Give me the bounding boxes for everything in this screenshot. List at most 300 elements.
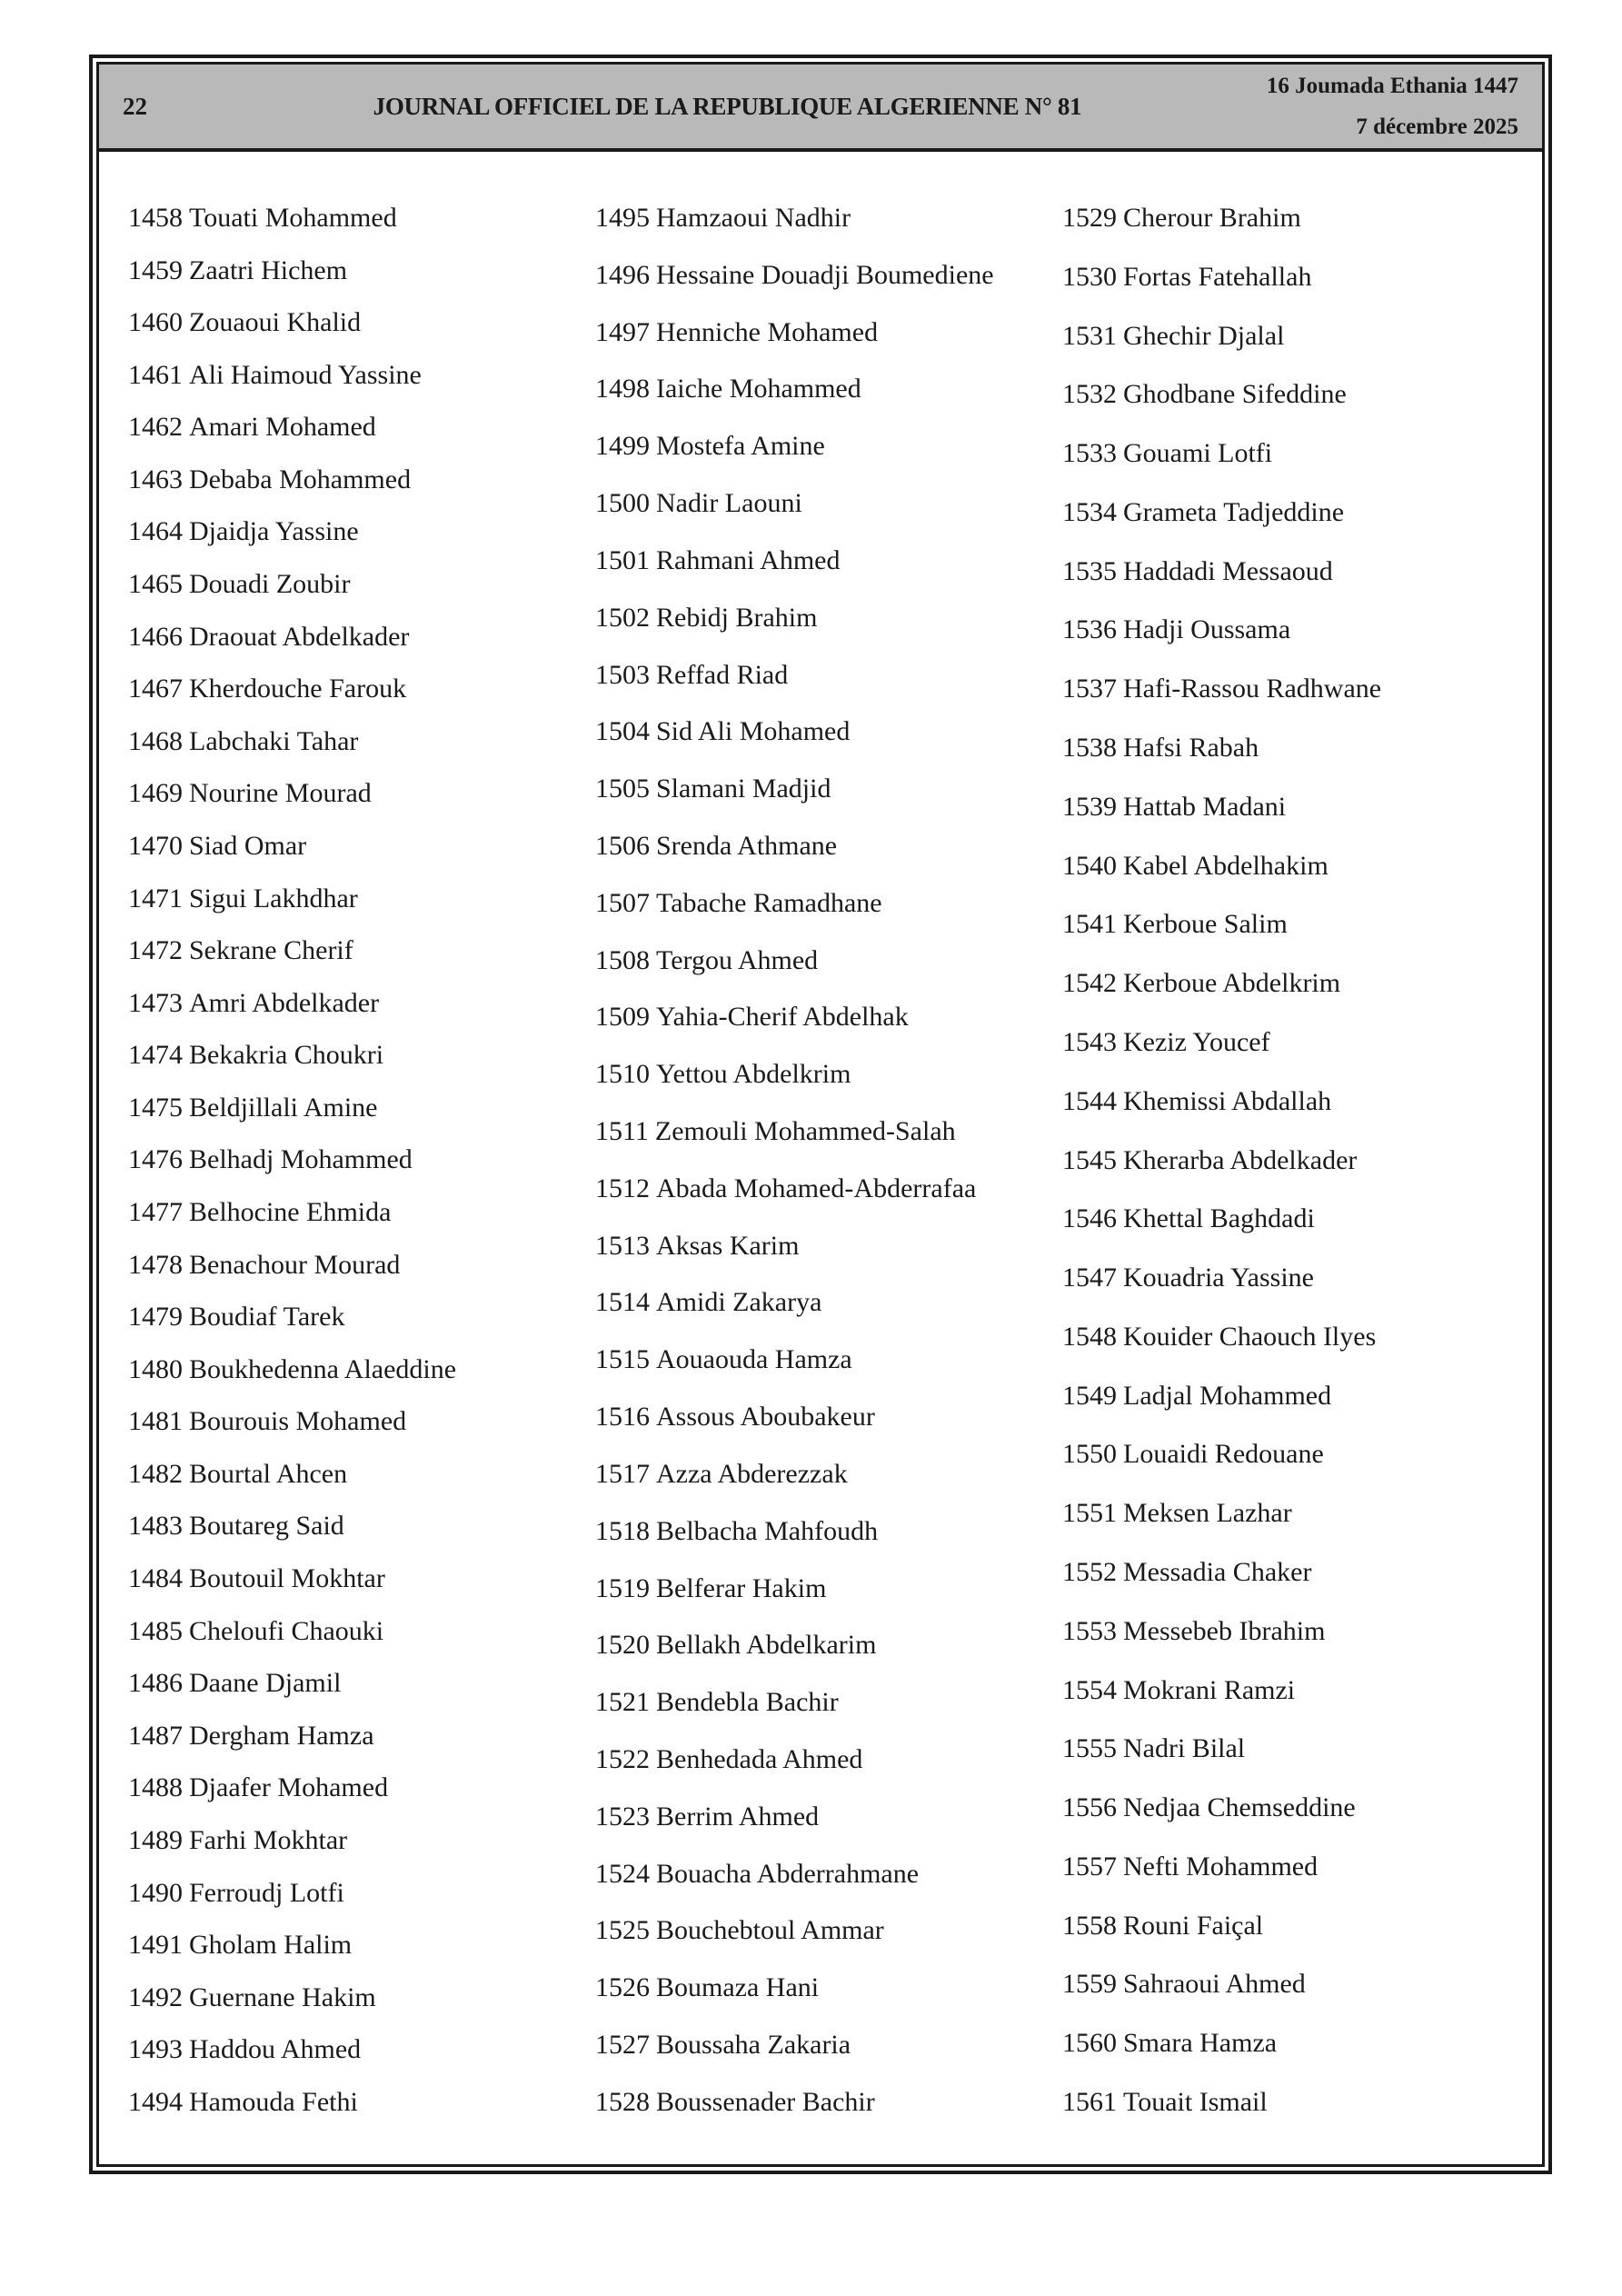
list-item bbox=[128, 1721, 595, 1751]
entry-name: Amari Mohamed bbox=[189, 412, 376, 443]
entry-name: Hafi-Rassou Radhwane bbox=[1123, 674, 1382, 704]
entry-number: 1553 bbox=[1062, 1615, 1117, 1646]
list-item bbox=[595, 1516, 1062, 1546]
entry-name: Boussaha Zakaria bbox=[656, 2030, 851, 2060]
entry-number: 1473 bbox=[128, 987, 183, 1018]
list-item bbox=[128, 1354, 595, 1384]
entry-name: Smara Hamza bbox=[1123, 2028, 1278, 2059]
entry-name: Kherarba Abdelkader bbox=[1123, 1144, 1358, 1175]
list-item bbox=[1062, 1969, 1529, 1999]
entry-number: 1471 bbox=[128, 883, 183, 913]
entry-name: Khemissi Abdallah bbox=[1123, 1085, 1332, 1116]
entry-name: Mostefa Amine bbox=[656, 431, 825, 462]
entry-name: Kerboue Abdelkrim bbox=[1123, 968, 1341, 999]
entry-name: Grameta Tadjeddine bbox=[1123, 496, 1345, 527]
list-item bbox=[595, 660, 1062, 690]
name-column-2 bbox=[595, 203, 1062, 2117]
list-item bbox=[1062, 1852, 1529, 1882]
list-item bbox=[128, 622, 595, 652]
entry-number: 1477 bbox=[128, 1196, 183, 1227]
entry-name: Hessaine Douadji Boumediene bbox=[656, 259, 994, 290]
entry-name: Nadri Bilal bbox=[1123, 1733, 1246, 1764]
list-item bbox=[128, 1406, 595, 1436]
entry-name: Zaatri Hichem bbox=[189, 255, 348, 285]
entry-number: 1517 bbox=[595, 1458, 650, 1489]
list-item bbox=[1062, 1675, 1529, 1705]
list-item bbox=[1062, 1733, 1529, 1763]
list-item bbox=[595, 1972, 1062, 2002]
entry-name: Farhi Mokhtar bbox=[189, 1824, 348, 1855]
list-item bbox=[128, 307, 595, 337]
entry-number: 1492 bbox=[128, 1982, 183, 2012]
entry-number: 1484 bbox=[128, 1563, 183, 1594]
entry-number: 1523 bbox=[595, 1801, 650, 1832]
entry-number: 1554 bbox=[1062, 1674, 1117, 1705]
entry-name: Bouchebtoul Ammar bbox=[656, 1915, 884, 1946]
entry-number: 1481 bbox=[128, 1406, 183, 1437]
entry-number: 1504 bbox=[595, 716, 650, 747]
list-item bbox=[1062, 379, 1529, 409]
entry-name: Sekrane Cherif bbox=[189, 935, 353, 966]
list-item bbox=[1062, 733, 1529, 763]
list-item bbox=[1062, 851, 1529, 881]
entry-number: 1556 bbox=[1062, 1792, 1117, 1823]
entry-number: 1464 bbox=[128, 516, 183, 547]
list-item bbox=[128, 883, 595, 913]
list-item bbox=[1062, 1203, 1529, 1233]
list-item bbox=[1062, 792, 1529, 822]
name-column-1 bbox=[128, 203, 595, 2117]
entry-number: 1539 bbox=[1062, 791, 1117, 822]
entry-number: 1475 bbox=[128, 1092, 183, 1123]
list-item bbox=[128, 1040, 595, 1070]
entry-number: 1527 bbox=[595, 2030, 650, 2060]
entry-name: Berrim Ahmed bbox=[656, 1801, 820, 1832]
list-item bbox=[595, 374, 1062, 404]
entry-number: 1531 bbox=[1062, 320, 1117, 351]
entry-number: 1479 bbox=[128, 1302, 183, 1333]
entry-number: 1461 bbox=[128, 359, 183, 390]
entry-name: Gholam Halim bbox=[189, 1930, 353, 1961]
entry-number: 1508 bbox=[595, 944, 650, 975]
issue-dates bbox=[1214, 65, 1518, 147]
list-item bbox=[595, 1002, 1062, 1032]
entry-number: 1483 bbox=[128, 1511, 183, 1542]
entry-name: Ladjal Mohammed bbox=[1123, 1380, 1332, 1411]
entry-number: 1474 bbox=[128, 1040, 183, 1071]
entry-name: Ali Haimoud Yassine bbox=[189, 359, 422, 390]
list-item bbox=[595, 1915, 1062, 1945]
list-item bbox=[1062, 968, 1529, 998]
entry-number: 1536 bbox=[1062, 614, 1117, 645]
list-item bbox=[128, 2034, 595, 2064]
entry-number: 1535 bbox=[1062, 555, 1117, 586]
entry-number: 1522 bbox=[595, 1743, 650, 1774]
entry-name: Haddadi Messaoud bbox=[1123, 555, 1333, 586]
entry-name: Boussenader Bachir bbox=[656, 2086, 875, 2117]
list-item bbox=[128, 203, 595, 233]
entry-number: 1468 bbox=[128, 725, 183, 756]
entry-number: 1511 bbox=[595, 1116, 649, 1146]
entry-name: Assous Aboubakeur bbox=[656, 1402, 875, 1433]
entry-name: Khettal Baghdadi bbox=[1123, 1203, 1315, 1234]
entry-name: Kouider Chaouch Ilyes bbox=[1123, 1321, 1377, 1352]
entry-number: 1544 bbox=[1062, 1085, 1117, 1116]
entry-number: 1482 bbox=[128, 1458, 183, 1489]
entry-name: Boumaza Hani bbox=[656, 1972, 820, 2003]
entry-number: 1529 bbox=[1062, 203, 1117, 233]
list-item bbox=[1062, 1145, 1529, 1175]
entry-name: Meksen Lazhar bbox=[1123, 1498, 1292, 1529]
entry-number: 1521 bbox=[595, 1687, 650, 1718]
list-item bbox=[128, 935, 595, 965]
entry-name: Belhadj Mohammed bbox=[189, 1144, 413, 1175]
entry-number: 1487 bbox=[128, 1720, 183, 1751]
list-item bbox=[128, 1930, 595, 1960]
entry-number: 1543 bbox=[1062, 1026, 1117, 1057]
list-item bbox=[595, 716, 1062, 746]
entry-name: Touati Mohammed bbox=[189, 203, 397, 233]
entry-name: Tergou Ahmed bbox=[656, 944, 819, 975]
list-item bbox=[595, 1344, 1062, 1374]
list-item bbox=[128, 1982, 595, 2012]
list-item bbox=[595, 1630, 1062, 1660]
entry-number: 1509 bbox=[595, 1002, 650, 1033]
list-item bbox=[1062, 438, 1529, 468]
entry-number: 1507 bbox=[595, 887, 650, 918]
list-item bbox=[128, 255, 595, 285]
entry-number: 1496 bbox=[595, 259, 650, 290]
entry-name: Hattab Madani bbox=[1123, 791, 1287, 822]
list-item bbox=[128, 1250, 595, 1280]
list-item bbox=[1062, 1557, 1529, 1587]
entry-name: Amidi Zakarya bbox=[656, 1287, 822, 1318]
entry-name: Ghodbane Sifeddine bbox=[1123, 379, 1347, 410]
entry-name: Hafsi Rabah bbox=[1123, 733, 1259, 764]
entry-number: 1478 bbox=[128, 1249, 183, 1280]
entry-number: 1497 bbox=[595, 316, 650, 347]
entry-name: Mokrani Ramzi bbox=[1123, 1674, 1296, 1705]
list-item bbox=[1062, 2028, 1529, 2058]
entry-name: Belhocine Ehmida bbox=[189, 1196, 392, 1227]
list-item bbox=[128, 1459, 595, 1489]
list-item bbox=[1062, 674, 1529, 704]
list-item bbox=[1062, 1911, 1529, 1941]
list-item bbox=[595, 1744, 1062, 1774]
entry-name: Abada Mohamed-Abderrafaa bbox=[656, 1173, 977, 1203]
list-item bbox=[595, 945, 1062, 975]
entry-name: Yettou Abdelkrim bbox=[656, 1059, 851, 1090]
date-gregorian: 7 décembre 2025 bbox=[1356, 115, 1518, 139]
page-frame-inner bbox=[96, 62, 1545, 2167]
entry-number: 1547 bbox=[1062, 1263, 1117, 1293]
entry-name: Srenda Athmane bbox=[656, 830, 838, 861]
list-item bbox=[1062, 1322, 1529, 1352]
entry-name: Zemouli Mohammed-Salah bbox=[654, 1116, 956, 1146]
entry-number: 1500 bbox=[595, 488, 650, 519]
list-item bbox=[128, 1772, 595, 1802]
entry-number: 1538 bbox=[1062, 733, 1117, 764]
page-number: 22 bbox=[123, 92, 147, 120]
list-item bbox=[595, 260, 1062, 290]
entry-number: 1459 bbox=[128, 255, 183, 285]
entry-name: Cheloufi Chaouki bbox=[189, 1615, 384, 1646]
entry-name: Sigui Lakhdhar bbox=[189, 883, 358, 913]
entry-name: Henniche Mohamed bbox=[656, 316, 879, 347]
entry-name: Fortas Fatehallah bbox=[1123, 261, 1312, 292]
entry-number: 1542 bbox=[1062, 968, 1117, 999]
entry-name: Draouat Abdelkader bbox=[189, 621, 410, 652]
entry-number: 1532 bbox=[1062, 379, 1117, 410]
list-item bbox=[128, 1144, 595, 1174]
entry-name: Belbacha Mahfoudh bbox=[656, 1515, 879, 1546]
entry-number: 1525 bbox=[595, 1915, 650, 1946]
entry-name: Ghechir Djalal bbox=[1123, 320, 1285, 351]
list-item bbox=[595, 203, 1062, 233]
entry-name: Boudiaf Tarek bbox=[189, 1302, 345, 1333]
list-item bbox=[595, 1687, 1062, 1717]
name-column-3 bbox=[1062, 203, 1529, 2117]
entry-number: 1460 bbox=[128, 307, 183, 338]
list-item bbox=[595, 774, 1062, 804]
entry-name: Amri Abdelkader bbox=[189, 987, 380, 1018]
list-item bbox=[595, 1173, 1062, 1203]
entry-name: Bendebla Bachir bbox=[656, 1687, 839, 1718]
entry-number: 1491 bbox=[128, 1930, 183, 1961]
list-item bbox=[128, 778, 595, 808]
list-item bbox=[595, 831, 1062, 861]
list-item bbox=[128, 1668, 595, 1698]
entry-number: 1546 bbox=[1062, 1203, 1117, 1234]
list-item bbox=[1062, 909, 1529, 939]
list-item bbox=[1062, 1027, 1529, 1057]
entry-number: 1520 bbox=[595, 1630, 650, 1661]
list-item bbox=[128, 1093, 595, 1123]
entry-number: 1540 bbox=[1062, 850, 1117, 881]
list-item bbox=[128, 831, 595, 861]
entry-number: 1486 bbox=[128, 1668, 183, 1699]
names-list bbox=[99, 152, 1542, 2164]
list-item bbox=[1062, 1263, 1529, 1293]
entry-name: Kerboue Salim bbox=[1123, 909, 1288, 940]
list-item bbox=[128, 2087, 595, 2117]
entry-number: 1561 bbox=[1062, 2087, 1117, 2117]
journal-title: JOURNAL OFFICIEL DE LA REPUBLIQUE ALGERIENNE N° 81 bbox=[373, 92, 1082, 120]
entry-name: Slamani Madjid bbox=[656, 774, 831, 804]
entry-name: Nefti Mohammed bbox=[1123, 1851, 1318, 1882]
entry-name: Beldjillali Amine bbox=[189, 1092, 378, 1123]
entry-number: 1518 bbox=[595, 1515, 650, 1546]
entry-name: Benachour Mourad bbox=[189, 1249, 401, 1280]
entry-name: Sid Ali Mohamed bbox=[656, 716, 851, 747]
entry-number: 1467 bbox=[128, 674, 183, 704]
page-frame bbox=[89, 55, 1552, 2174]
entry-number: 1505 bbox=[595, 774, 650, 804]
entry-number: 1537 bbox=[1062, 674, 1117, 704]
entry-number: 1510 bbox=[595, 1059, 650, 1090]
entry-name: Hadji Oussama bbox=[1123, 614, 1291, 645]
list-item bbox=[1062, 1439, 1529, 1469]
entry-name: Bourtal Ahcen bbox=[189, 1458, 348, 1489]
entry-number: 1555 bbox=[1062, 1733, 1117, 1764]
entry-name: Bourouis Mohamed bbox=[189, 1406, 407, 1437]
entry-name: Djaidja Yassine bbox=[189, 516, 359, 547]
entry-name: Debaba Mohammed bbox=[189, 464, 412, 494]
entry-name: Rouni Faiçal bbox=[1123, 1910, 1264, 1941]
entry-number: 1558 bbox=[1062, 1910, 1117, 1941]
entry-name: Sahraoui Ahmed bbox=[1123, 1969, 1306, 2000]
entry-name: Labchaki Tahar bbox=[189, 725, 359, 756]
entry-number: 1480 bbox=[128, 1353, 183, 1384]
entry-number: 1472 bbox=[128, 935, 183, 966]
entry-number: 1512 bbox=[595, 1173, 650, 1203]
list-item bbox=[595, 603, 1062, 633]
entry-number: 1465 bbox=[128, 569, 183, 600]
list-item bbox=[128, 988, 595, 1018]
entry-name: Hamzaoui Nadhir bbox=[656, 203, 851, 233]
entry-number: 1541 bbox=[1062, 909, 1117, 940]
entry-number: 1548 bbox=[1062, 1321, 1117, 1352]
entry-name: Azza Abderezzak bbox=[656, 1458, 848, 1489]
entry-name: Rebidj Brahim bbox=[656, 602, 818, 633]
list-item bbox=[595, 1573, 1062, 1603]
entry-number: 1519 bbox=[595, 1572, 650, 1603]
entry-name: Iaiche Mohammed bbox=[656, 374, 861, 404]
entry-number: 1528 bbox=[595, 2086, 650, 2117]
list-item bbox=[595, 1116, 1062, 1146]
list-item bbox=[1062, 262, 1529, 292]
entry-name: Djaafer Mohamed bbox=[189, 1772, 389, 1803]
entry-number: 1552 bbox=[1062, 1556, 1117, 1587]
entry-name: Dergham Hamza bbox=[189, 1720, 374, 1751]
entry-name: Tabache Ramadhane bbox=[656, 887, 882, 918]
entry-name: Boutouil Mokhtar bbox=[189, 1563, 385, 1594]
entry-name: Haddou Ahmed bbox=[189, 2034, 362, 2065]
list-item bbox=[1062, 2087, 1529, 2117]
list-item bbox=[595, 2087, 1062, 2117]
entry-number: 1560 bbox=[1062, 2028, 1117, 2059]
list-item bbox=[1062, 203, 1529, 233]
entry-number: 1462 bbox=[128, 412, 183, 443]
list-item bbox=[128, 726, 595, 756]
entry-number: 1501 bbox=[595, 544, 650, 575]
entry-number: 1469 bbox=[128, 778, 183, 809]
entry-number: 1488 bbox=[128, 1772, 183, 1803]
list-item bbox=[595, 1287, 1062, 1317]
entry-number: 1499 bbox=[595, 431, 650, 462]
list-item bbox=[595, 545, 1062, 575]
list-item bbox=[128, 1616, 595, 1646]
list-item bbox=[595, 488, 1062, 518]
entry-name: Reffad Riad bbox=[656, 659, 789, 690]
entry-name: Nourine Mourad bbox=[189, 778, 372, 809]
list-item bbox=[128, 360, 595, 390]
entry-number: 1524 bbox=[595, 1858, 650, 1889]
list-item bbox=[595, 1859, 1062, 1889]
entry-number: 1490 bbox=[128, 1877, 183, 1908]
entry-number: 1551 bbox=[1062, 1498, 1117, 1529]
list-item bbox=[595, 317, 1062, 347]
list-item bbox=[1062, 556, 1529, 586]
entry-name: Aouaouda Hamza bbox=[656, 1344, 852, 1375]
list-item bbox=[128, 464, 595, 494]
entry-number: 1533 bbox=[1062, 438, 1117, 469]
list-item bbox=[128, 412, 595, 442]
date-hijri: 16 Joumada Ethania 1447 bbox=[1266, 74, 1518, 98]
entry-name: Boukhedenna Alaeddine bbox=[189, 1353, 457, 1384]
entry-name: Yahia-Cherif Abdelhak bbox=[656, 1002, 909, 1033]
list-item bbox=[128, 1825, 595, 1855]
entry-name: Kherdouche Farouk bbox=[189, 674, 407, 704]
entry-name: Kabel Abdelhakim bbox=[1123, 850, 1328, 881]
list-item bbox=[128, 1563, 595, 1593]
entry-name: Bouacha Abderrahmane bbox=[656, 1858, 920, 1889]
entry-number: 1470 bbox=[128, 830, 183, 861]
entry-name: Keziz Youcef bbox=[1123, 1026, 1270, 1057]
list-item bbox=[128, 569, 595, 599]
entry-number: 1506 bbox=[595, 830, 650, 861]
list-item bbox=[1062, 614, 1529, 644]
list-item bbox=[595, 1802, 1062, 1832]
list-item bbox=[128, 1511, 595, 1541]
list-item bbox=[128, 674, 595, 704]
entry-name: Douadi Zoubir bbox=[189, 569, 351, 600]
list-item bbox=[595, 431, 1062, 461]
list-item bbox=[1062, 1381, 1529, 1411]
list-item bbox=[1062, 1086, 1529, 1116]
entry-number: 1549 bbox=[1062, 1380, 1117, 1411]
entry-number: 1502 bbox=[595, 602, 650, 633]
entry-name: Benhedada Ahmed bbox=[656, 1743, 863, 1774]
list-item bbox=[595, 1059, 1062, 1089]
entry-number: 1493 bbox=[128, 2034, 183, 2065]
entry-number: 1545 bbox=[1062, 1144, 1117, 1175]
entry-name: Nedjaa Chemseddine bbox=[1123, 1792, 1356, 1823]
entry-number: 1495 bbox=[595, 203, 650, 233]
list-item bbox=[128, 1878, 595, 1908]
list-item bbox=[595, 1402, 1062, 1432]
entry-name: Gouami Lotfi bbox=[1123, 438, 1273, 469]
list-item bbox=[1062, 1498, 1529, 1528]
entry-number: 1530 bbox=[1062, 261, 1117, 292]
list-item bbox=[1062, 497, 1529, 527]
entry-name: Zouaoui Khalid bbox=[189, 307, 362, 338]
list-item bbox=[595, 1459, 1062, 1489]
entry-name: Siad Omar bbox=[189, 830, 307, 861]
entry-number: 1463 bbox=[128, 464, 183, 494]
entry-number: 1559 bbox=[1062, 1969, 1117, 2000]
entry-number: 1489 bbox=[128, 1824, 183, 1855]
entry-name: Guernane Hakim bbox=[189, 1982, 376, 2012]
entry-name: Bellakh Abdelkarim bbox=[656, 1630, 877, 1661]
entry-name: Bekakria Choukri bbox=[189, 1040, 384, 1071]
entry-number: 1526 bbox=[595, 1972, 650, 2003]
entry-number: 1476 bbox=[128, 1144, 183, 1175]
list-item bbox=[128, 516, 595, 546]
entry-number: 1466 bbox=[128, 621, 183, 652]
entry-number: 1515 bbox=[595, 1344, 650, 1375]
entry-number: 1534 bbox=[1062, 496, 1117, 527]
entry-name: Belferar Hakim bbox=[656, 1572, 827, 1603]
list-item bbox=[1062, 1616, 1529, 1646]
entry-name: Rahmani Ahmed bbox=[656, 544, 841, 575]
entry-name: Messadia Chaker bbox=[1123, 1556, 1312, 1587]
list-item bbox=[595, 2030, 1062, 2060]
entry-number: 1498 bbox=[595, 374, 650, 404]
entry-number: 1485 bbox=[128, 1615, 183, 1646]
entry-name: Nadir Laouni bbox=[656, 488, 802, 519]
entry-name: Messebeb Ibrahim bbox=[1123, 1615, 1326, 1646]
